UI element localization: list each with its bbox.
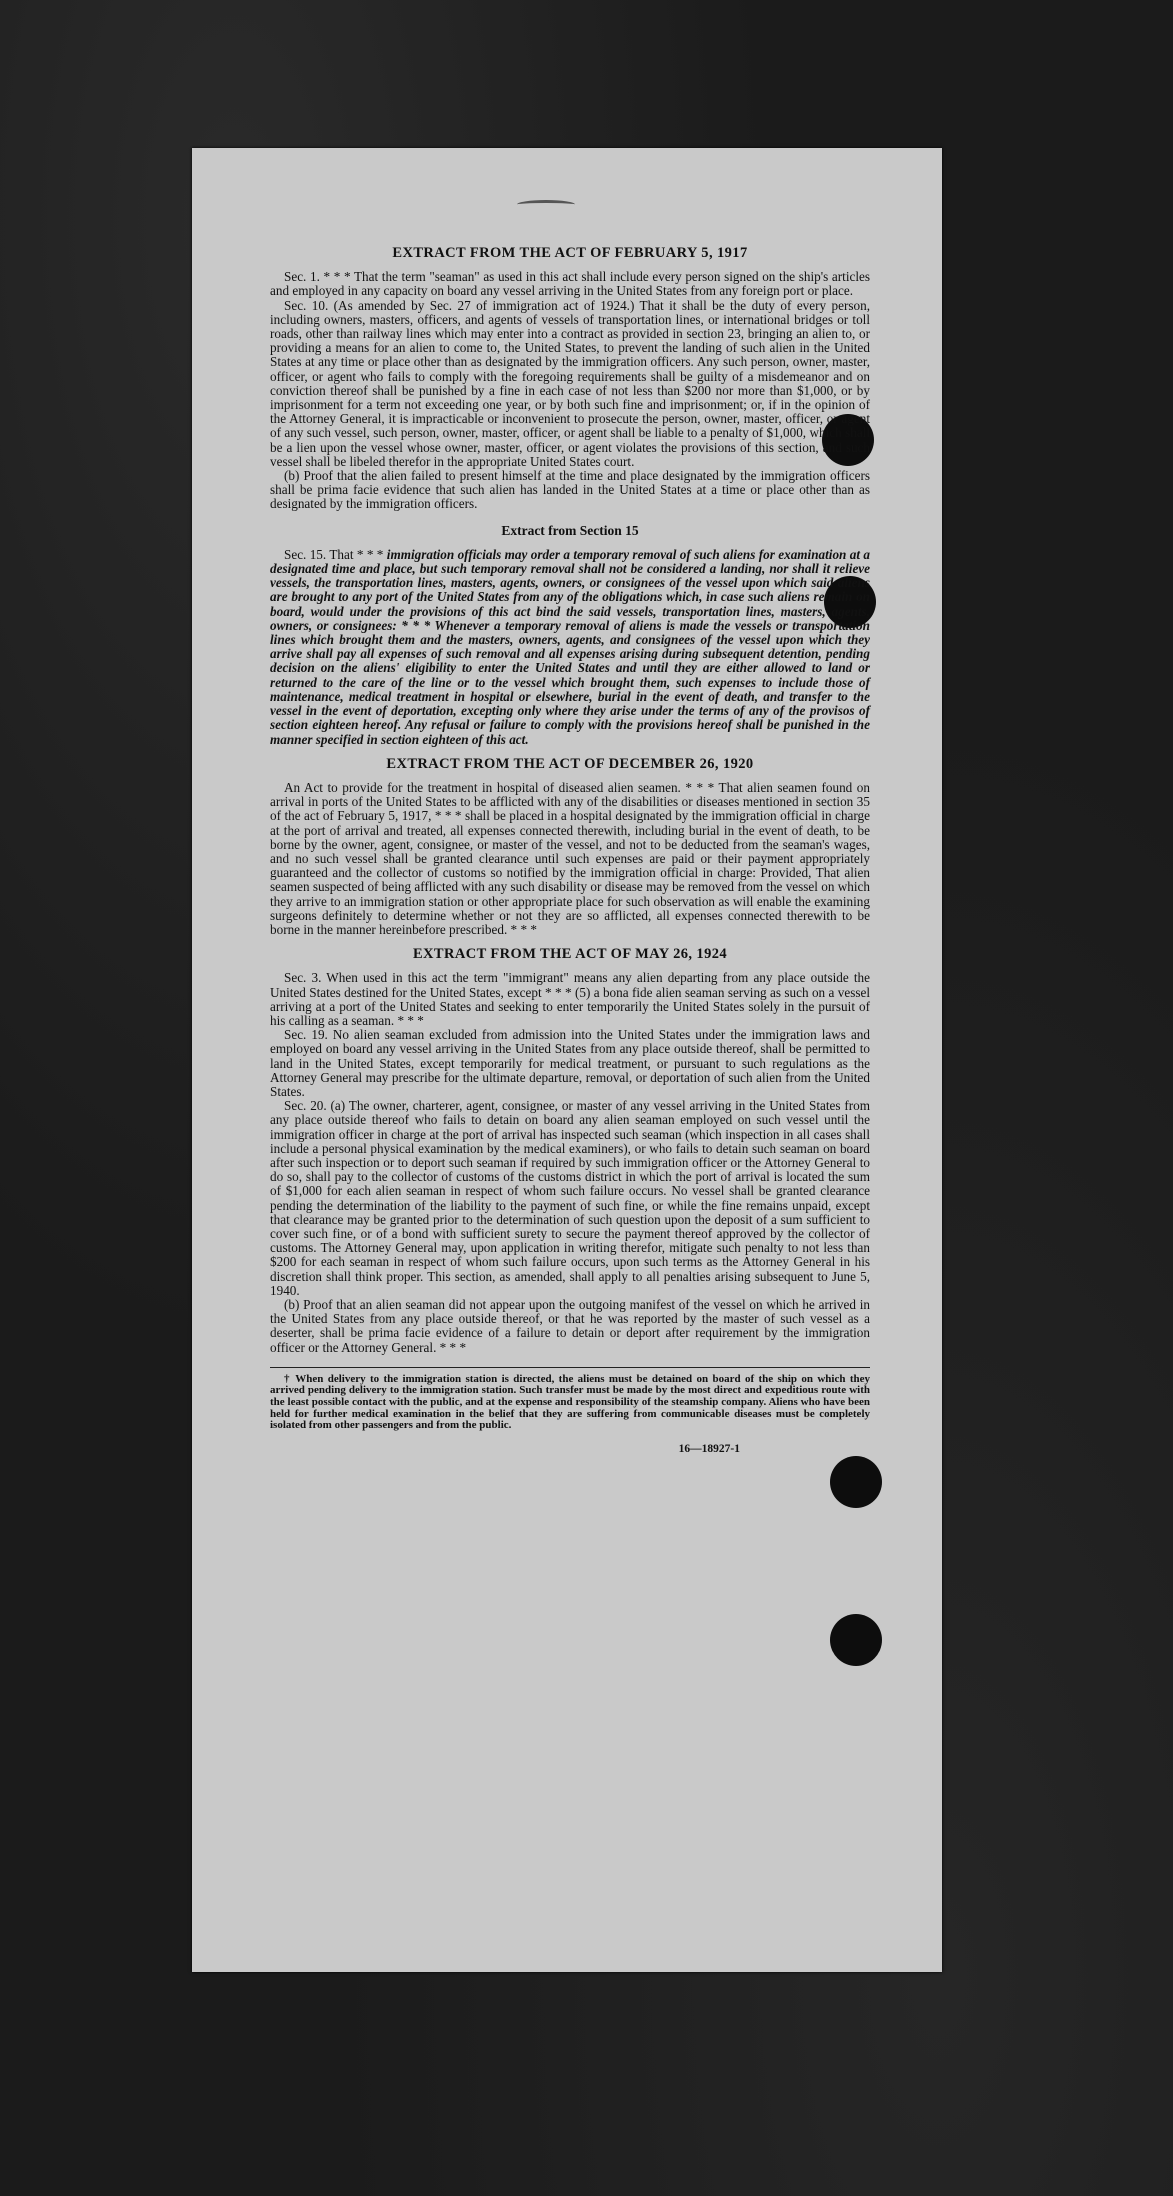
paragraph-sec-15 bbox=[270, 548, 870, 747]
paragraph-sec-10: Sec. 10. (As amended by Sec. 27 of immigration act of 1924.) That it shall be the duty of every person, including owners, masters, officers, and agents of vessels of transportation lines, or international bridges or toll roads, other than railway lines which may enter into a contract as provided in section 23, bringing an alien to, or providing a means for an alien to come to, the United States, to prevent the landing of such alien in the United States at any time or place other than as designated by the immigration officers. Any such person, owner, master, officer, or agent who fails to comply with the foregoing requirements shall be guilty of a misdemeanor and on conviction thereof shall be punished by a fine in each case of not less than $200 nor more than $1,000, or by imprisonment for a term not exceeding one year, or by both such fine and imprisonment; or, if in the opinion of the Attorney General, it is impracticable or inconvenient to prosecute the person, owner, master, officer, or agent of any such vessel, such person, owner, master, officer, or agent shall be liable to a penalty of $1,000, which shall be a lien upon the vessel whose owner, master, officer, or agent violates the provisions of this section, and such vessel shall be libeled therefor in the appropriate United States court. bbox=[270, 297, 870, 469]
paragraph-sec-19: Sec. 19. No alien seaman excluded from admission into the United States under the immigration laws and employed on board any vessel arriving in the United States from any place outside thereof, shall be permitted to land in the United States, except temporarily for medical treatment, or pursuant to such regulations as the Attorney General may prescribe for the ultimate departure, removal, or deportation of such alien from the United States. bbox=[270, 1027, 870, 1099]
document-body bbox=[270, 236, 870, 1456]
footnote: † When delivery to the immigration station is directed, the aliens must be detained on board of the ship on which they arrived pending delivery to the immigration station. Such transfer must be made by the most direct and expeditious route with the least possible contact with the public, and at the expense and responsibility of the steamship company. Aliens who have been held for further medical examination in the belief that they are suffering from communicable diseases must be completely isolated from other passengers and from the public. bbox=[270, 1372, 870, 1432]
heading-act-1924: EXTRACT FROM THE ACT OF MAY 26, 1924 bbox=[412, 946, 728, 963]
form-number: 16—18927-1 bbox=[678, 1442, 740, 1455]
paragraph-act-1920: An Act to provide for the treatment in hospital of diseased alien seamen. * * * That alien seamen found on arrival in ports of the United States to be afflicted with any of the disabilities or diseases mentioned in section 35 of the act of February 5, 1917, * * * shall be placed in a hospital designated by the immigration official in charge at the port of arrival and treated, all expenses connected therewith, including burial in the event of death, to be borne by the owner, agent, consignee, or master of the vessel, and not to be deducted from the seaman's wages, and no such vessel shall be granted clearance until such expenses are paid or their payment appropriately guaranteed and the collector of customs so notified by the immigration official in charge: Provided, That alien seamen suspected of being afflicted with any such disability or disease may be removed from the vessel on which they arrive to an immigration station or other appropriate place for such observation as will enable the examining surgeons definitely to determine whether or not they are so afflicted, all expenses connected therewith to be borne in the manner hereinbefore prescribed. * * * bbox=[270, 779, 870, 937]
heading-act-1920: EXTRACT FROM THE ACT OF DECEMBER 26, 1920 bbox=[386, 755, 754, 772]
paragraph-sec-20-a: Sec. 20. (a) The owner, charterer, agent, consignee, or master of any vessel arriving in the United States from any place outside thereof who fails to detain on board any alien seaman employed on such vessel until the immigration officer in charge at the port of arrival has inspected such seaman (which inspection in all cases shall include a personal physical examination by the medical examiners), or who fails to detain such seaman on board after such inspection or to deport such seaman if required by such immigration officer or the Attorney General to do so, shall pay to the collector of customs of the customs district in which the port of arrival is located the sum of $1,000 for each alien seaman in respect of whom such failure occurs. No vessel shall be granted clearance pending the determination of the liability to the payment of such fine, or while the fine remains unpaid, except that clearance may be granted prior to the determination of such question upon the deposit of a sum sufficient to cover such fine, or of a bond with sufficient surety to secure the payment thereof approved by the collector of customs. The Attorney General may, upon application in writing therefor, mitigate such penalty to not less than $200 for each seaman in respect of whom such failure occurs, upon such terms as the Attorney General in his discretion shall think proper. This section, as amended, shall apply to all penalties arising subsequent to June 5, 1940. bbox=[270, 1098, 870, 1298]
paragraph-sec-3: Sec. 3. When used in this act the term "immigrant" means any alien departing from any place outside the United States destined for the United States, except * * * (5) a bona fide alien seaman serving as such on a vessel arriving at a port of the United States and seeking to enter temporarily the United States solely in the pursuit of his calling as a seaman. * * * bbox=[270, 970, 870, 1028]
heading-section-15: Extract from Section 15 bbox=[501, 522, 639, 538]
paragraph-sec-10-b: (b) Proof that the alien failed to present himself at the time and place designated by the immigration officers shall be prima facie evidence that such alien has landed in the United States at a time or place other than as designated by the immigration officers. bbox=[270, 468, 870, 512]
heading-act-1917: EXTRACT FROM THE ACT OF FEBRUARY 5, 1917 bbox=[392, 245, 748, 261]
punch-hole bbox=[830, 1456, 882, 1508]
paragraph-sec-1: Sec. 1. * * * That the term "seaman" as used in this act shall include every person signed on the ship's articles and employed in any capacity on board any vessel arriving in the United States from any foreign port or place. bbox=[270, 269, 870, 299]
punch-hole bbox=[830, 1614, 882, 1666]
sec-15-lead: Sec. 15. That * * * bbox=[284, 546, 387, 562]
paragraph-sec-20-b: (b) Proof that an alien seaman did not appear upon the outgoing manifest of the vessel on which he arrived in the United States from any place outside thereof, or that he was reported by the master of such vessel as a deserter, shall be prima facie evidence of a failure to detain or deport after requirement by the immigration officer or the Attorney General. * * * bbox=[270, 1297, 870, 1355]
staple-mark bbox=[517, 200, 575, 209]
sec-15-text: immigration officials may order a temporary removal of such aliens for examination at a designated time and place, but such temporary removal shall not be considered a landing, nor shall it relieve vessels, the transportation lines, masters, agents, owners, or consignees of the vessel upon which said aliens are brought to any port of the United States from any of the obligations which, in case such aliens remain on board, would under the provisions of this act bind the said vessels, transportation lines, masters, agents, owners, or consignees: * * * Whenever a temporary removal of aliens is made the vessels or transportation lines which brought them and the masters, owners, agents, and consignees of the vessel upon which they arrive shall pay all expenses of such removal and all expenses arising during subsequent detention, pending decision on the aliens' eligibility to enter the United States and until they are either allowed to land or returned to the care of the line or to the vessel which brought them, such expenses to include those of maintenance, medical treatment in hospital or elsewhere, burial in the event of death, and transfer to the vessel in the event of deportation, excepting only where they arise under the terms of any of the provisos of section eighteen hereof. Any refusal or failure to comply with the provisions hereof shall be punished in the manner specified in section eighteen of this act. bbox=[270, 546, 870, 747]
footnote-divider bbox=[270, 1367, 870, 1368]
document-sheet bbox=[192, 148, 942, 1972]
